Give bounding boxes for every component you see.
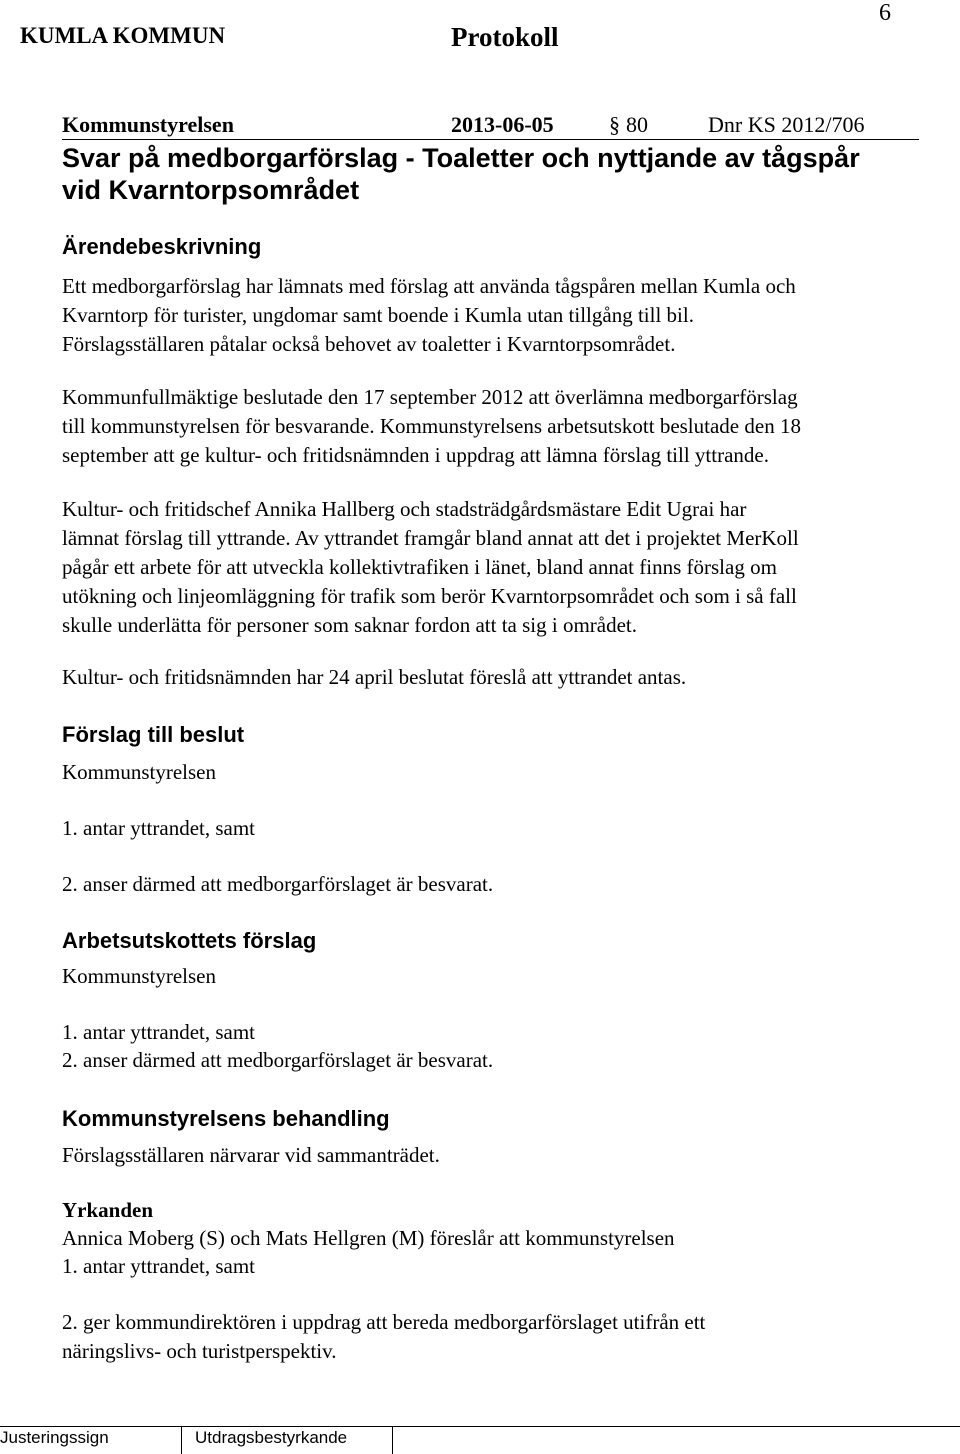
paragraph-arende-2 [62, 383, 801, 470]
paragraph-arende-4: Kultur- och fritidsnämnden har 24 april beslutat föreslå att yttrandet antas. [62, 665, 687, 689]
paragraph-arende-3 [62, 495, 799, 640]
forslag-intro: Kommunstyrelsen [62, 760, 216, 784]
text-line: pågår ett arbete för att utveckla kollektivtrafiken i länet, bland annat finns förslag om [62, 555, 777, 579]
text-line: Kultur- och fritidschef Annika Hallberg och stadsträdgårdsmästare Edit Ugrai har [62, 497, 747, 521]
behandling-text: Förslagsställaren närvarar vid sammanträdet. [62, 1143, 440, 1167]
text-line: lämnat förslag till yttrande. Av yttrandet framgår bland annat att det i projektet MerKoll [62, 526, 799, 550]
text-line: till kommunstyrelsen för besvarande. Kommunstyrelsens arbetsutskott beslutade den 18 [62, 414, 801, 438]
meeting-date: 2013-06-05 [451, 112, 554, 137]
footer-rule [0, 1426, 960, 1427]
title-line: vid Kvarntorpsområdet [62, 175, 360, 205]
au-forslag-item-2: 2. anser därmed att medborgarförslaget är besvarat. [62, 1048, 494, 1072]
footer-divider [392, 1427, 393, 1454]
heading-kommunstyrelsens-behandling: Kommunstyrelsens behandling [62, 1106, 390, 1131]
yrkanden-intro: Annica Moberg (S) och Mats Hellgren (M) föreslår att kommunstyrelsen [62, 1226, 675, 1250]
heading-arbetsutskottets-forslag: Arbetsutskottets förslag [62, 928, 317, 953]
municipality-name: KUMLA KOMMUN [20, 23, 226, 48]
yrkanden-item-2 [62, 1308, 705, 1366]
footer-justeringssign: Justeringssign [0, 1428, 109, 1447]
page-number: 6 [879, 0, 891, 26]
paragraph-number [609, 112, 648, 138]
document-type: Protokoll [451, 22, 559, 52]
text-line: utökning och linjeomläggning för trafik som berör Kvarntorpsområdet och som i så fall [62, 584, 797, 608]
text-line: Ett medborgarförslag har lämnats med förslag att använda tågspåren mellan Kumla och [62, 274, 796, 298]
paragraph-arende-1 [62, 272, 796, 359]
diary-number: Dnr KS 2012/706 [708, 112, 865, 137]
forslag-item-2: 2. anser därmed att medborgarförslaget är besvarat. [62, 872, 494, 896]
meeting-body: Kommunstyrelsen [62, 112, 234, 137]
forslag-item-1: 1. antar yttrandet, samt [62, 816, 256, 840]
heading-arendebeskrivning: Ärendebeskrivning [62, 234, 262, 259]
footer-divider [181, 1427, 182, 1454]
meta-underline [62, 139, 919, 140]
au-forslag-intro: Kommunstyrelsen [62, 964, 216, 988]
paragraph-value: 80 [626, 112, 648, 137]
heading-forslag-till-beslut: Förslag till beslut [62, 722, 245, 747]
page-title [62, 142, 860, 206]
text-line: Kvarntorp för turister, ungdomar samt boende i Kumla utan tillgång till bil. [62, 303, 694, 327]
text-line: näringslivs- och turistperspektiv. [62, 1339, 337, 1363]
section-sign: § [609, 112, 620, 137]
footer-utdragsbestyrkande: Utdragsbestyrkande [195, 1428, 348, 1447]
text-line: Förslagsställaren påtalar också behovet av toaletter i Kvarntorpsområdet. [62, 332, 676, 356]
text-line: 2. ger kommundirektören i uppdrag att bereda medborgarförslaget utifrån ett [62, 1310, 706, 1334]
title-line: Svar på medborgarförslag - Toaletter och nyttjande av tågspår [62, 143, 860, 173]
yrkanden-item-1: 1. antar yttrandet, samt [62, 1254, 256, 1278]
text-line: september att ge kultur- och fritidsnämnden i uppdrag att lämna förslag till yttrande. [62, 443, 769, 467]
text-line: skulle underlätta för personer som saknar fordon att ta sig i området. [62, 613, 637, 637]
au-forslag-item-1: 1. antar yttrandet, samt [62, 1020, 256, 1044]
text-line: Kommunfullmäktige beslutade den 17 september 2012 att överlämna medborgarförslag [62, 385, 798, 409]
heading-yrkanden: Yrkanden [62, 1198, 154, 1222]
